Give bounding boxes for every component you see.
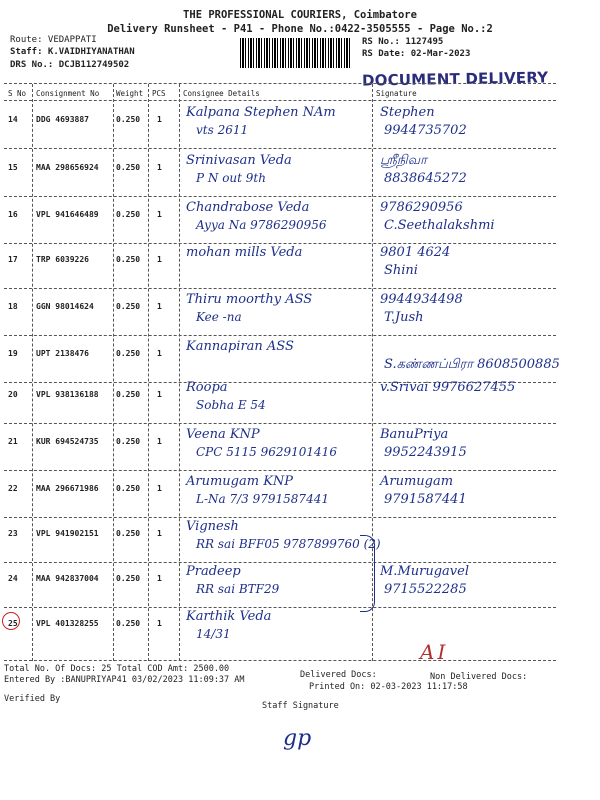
route-label: Route: VEDAPPATI: [10, 35, 97, 45]
drs-number: DRS No.: DCJB112749502: [10, 60, 130, 70]
staff-label: Staff: K.VAIDHIYANATHAN: [10, 47, 135, 57]
row-signature-line1: 9944934498: [380, 292, 463, 307]
row-consignment: GGN 98014624: [36, 302, 94, 311]
row-weight: 0.250: [116, 349, 141, 358]
row-weight: 0.250: [116, 163, 141, 172]
delivered-docs: Delivered Docs:: [300, 670, 377, 680]
col-consignee: Consignee Details: [183, 89, 260, 98]
row-weight: 0.250: [116, 210, 141, 219]
row-weight: 0.250: [116, 484, 141, 493]
row-divider: [4, 517, 556, 518]
row-pcs: 1: [157, 529, 162, 538]
row-signature-line2: 9952243915: [384, 445, 467, 460]
row-pcs: 1: [157, 619, 162, 628]
row-consignee-line2: L-Na 7/3 9791587441: [196, 492, 329, 506]
row-sno: 16: [8, 210, 18, 219]
row-divider: [4, 423, 556, 424]
row-signature-line1: Arumugam: [380, 474, 454, 489]
row-weight: 0.250: [116, 302, 141, 311]
row-consignee-line2: Kee -na: [196, 310, 242, 324]
row-consignee-line1: Srinivasan Veda: [186, 153, 292, 168]
row-25-circle-mark: [2, 612, 20, 630]
row-consignee-line1: Chandrabose Veda: [186, 200, 310, 215]
rs-date: RS Date: 02-Mar-2023: [362, 49, 471, 59]
row-pcs: 1: [157, 163, 162, 172]
row-consignee-line2: 14/31: [196, 627, 231, 641]
row-consignee-line1: Thiru moorthy ASS: [186, 292, 313, 307]
row-weight: 0.250: [116, 115, 141, 124]
row-sno: 21: [8, 437, 18, 446]
row-signature-line1: BanuPriya: [380, 427, 449, 442]
row-signature-line1: Stephen: [380, 105, 435, 120]
row-consignee-line2: P N out 9th: [196, 171, 266, 185]
row-divider: [4, 196, 556, 197]
col-divider: [32, 84, 33, 661]
bracket-mark: [360, 535, 375, 612]
row-pcs: 1: [157, 210, 162, 219]
row-weight: 0.250: [116, 574, 141, 583]
non-delivered-docs: Non Delivered Docs:: [430, 672, 528, 682]
row-sno: 24: [8, 574, 18, 583]
row-signature-line1: ஸ்ரீநிவா: [380, 153, 427, 168]
row-pcs: 1: [157, 115, 162, 124]
row-signature-line1: M.Murugavel: [380, 564, 469, 579]
footer-border: [4, 660, 556, 661]
row-consignee-line2: vts 2611: [196, 123, 249, 137]
row-consignee-line1: Pradeep: [186, 564, 241, 579]
row-divider: [4, 243, 556, 244]
row-pcs: 1: [157, 484, 162, 493]
row-pcs: 1: [157, 437, 162, 446]
table-top-border: [4, 83, 556, 84]
verified-by: Verified By: [4, 694, 61, 704]
row-consignment: VPL 941902151: [36, 529, 99, 538]
row-signature-line1: v.Srivai 9976627455: [380, 380, 516, 395]
row-sno: 14: [8, 115, 18, 124]
row-consignee-line2: Ayya Na 9786290956: [196, 218, 327, 232]
entered-by: Entered By :BANUPRIYAP41 03/02/2023 11:09:37 AM: [4, 675, 245, 685]
printed-on: Printed On: 02-03-2023 11:17:58: [309, 682, 468, 692]
row-pcs: 1: [157, 390, 162, 399]
row-pcs: 1: [157, 255, 162, 264]
row-consignee-line1: Roopa: [186, 380, 228, 395]
row-signature-line2: 9715522285: [384, 582, 467, 597]
ai-handwritten-mark: AI: [420, 640, 449, 664]
row-sno: 19: [8, 349, 18, 358]
col-weight: Weight: [116, 89, 144, 98]
row-divider: [4, 335, 556, 336]
table-header-border: [4, 100, 556, 101]
row-consignment: DDG 4693887: [36, 115, 89, 124]
row-consignee-line1: Vignesh: [186, 519, 239, 534]
row-signature-line1: 9801 4624: [380, 245, 451, 260]
rs-number: RS No.: 1127495: [362, 37, 444, 47]
row-consignee-line1: Veena KNP: [186, 427, 260, 442]
staff-signature-label: Staff Signature: [262, 701, 339, 711]
row-weight: 0.250: [116, 437, 141, 446]
col-signature: Signature: [376, 89, 417, 98]
row-divider: [4, 288, 556, 289]
row-consignment: VPL 401328255: [36, 619, 99, 628]
staff-signature-hand: gp: [283, 726, 312, 751]
row-weight: 0.250: [116, 255, 141, 264]
col-pcs: PCS: [152, 89, 166, 98]
row-consignment: MAA 298656924: [36, 163, 99, 172]
row-consignee-line1: Arumugam KNP: [186, 474, 294, 489]
row-divider: [4, 562, 556, 563]
row-signature-line2: 8838645272: [384, 171, 467, 186]
row-consignee-line2: Sobha E 54: [196, 398, 266, 412]
col-divider: [113, 84, 114, 661]
col-sno: S No: [8, 89, 27, 98]
row-divider: [4, 148, 556, 149]
row-consignment: UPT 2138476: [36, 349, 89, 358]
row-signature-line2: T.Jush: [384, 310, 424, 325]
total-docs: Total No. Of Docs: 25 Total COD Amt: 2500.00: [4, 664, 230, 674]
page-title: THE PROFESSIONAL COURIERS, Coimbatore: [183, 9, 417, 21]
row-sno: 18: [8, 302, 18, 311]
row-consignee-line1: Kalpana Stephen NAm: [186, 105, 336, 120]
row-sno: 15: [8, 163, 18, 172]
col-consignment: Consignment No: [36, 89, 100, 98]
row-sno: 23: [8, 529, 18, 538]
row-sno: 22: [8, 484, 18, 493]
row-signature-line1: 9786290956: [380, 200, 463, 215]
page-subtitle: Delivery Runsheet - P41 - Phone No.:0422-3505555 - Page No.:2: [107, 23, 493, 35]
row-consignment: VPL 941646489: [36, 210, 99, 219]
row-sno: 25: [8, 619, 18, 628]
col-divider: [179, 84, 180, 661]
row-consignee-line2: CPC 5115 9629101416: [196, 445, 337, 459]
row-signature-line2: S.கண்ணப்பிரா 8608500885: [384, 357, 560, 372]
row-consignee-line2: RR sai BTF29: [196, 582, 280, 596]
row-divider: [4, 470, 556, 471]
row-consignment: MAA 296671986: [36, 484, 99, 493]
row-consignment: TRP 6039226: [36, 255, 89, 264]
row-sno: 17: [8, 255, 18, 264]
row-signature-line2: 9944735702: [384, 123, 467, 138]
row-weight: 0.250: [116, 529, 141, 538]
row-pcs: 1: [157, 349, 162, 358]
row-consignment: VPL 938136188: [36, 390, 99, 399]
row-consignee-line1: mohan mills Veda: [186, 245, 303, 260]
document-delivery-stamp: DOCUMENT DELIVERY: [361, 68, 549, 90]
col-divider: [148, 84, 149, 661]
row-consignee-line1: Karthik Veda: [186, 609, 272, 624]
row-pcs: 1: [157, 574, 162, 583]
row-signature-line2: C.Seethalakshmi: [384, 218, 495, 233]
row-signature-line2: 9791587441: [384, 492, 467, 507]
row-consignment: KUR 694524735: [36, 437, 99, 446]
barcode: [240, 38, 352, 68]
row-divider: [4, 607, 556, 608]
row-weight: 0.250: [116, 619, 141, 628]
row-signature-line2: Shini: [384, 263, 418, 278]
row-consignee-line2: RR sai BFF05 9787899760 (2): [196, 537, 381, 551]
row-weight: 0.250: [116, 390, 141, 399]
row-consignment: MAA 942837004: [36, 574, 99, 583]
row-pcs: 1: [157, 302, 162, 311]
row-sno: 20: [8, 390, 18, 399]
row-consignee-line1: Kannapiran ASS: [186, 339, 294, 354]
